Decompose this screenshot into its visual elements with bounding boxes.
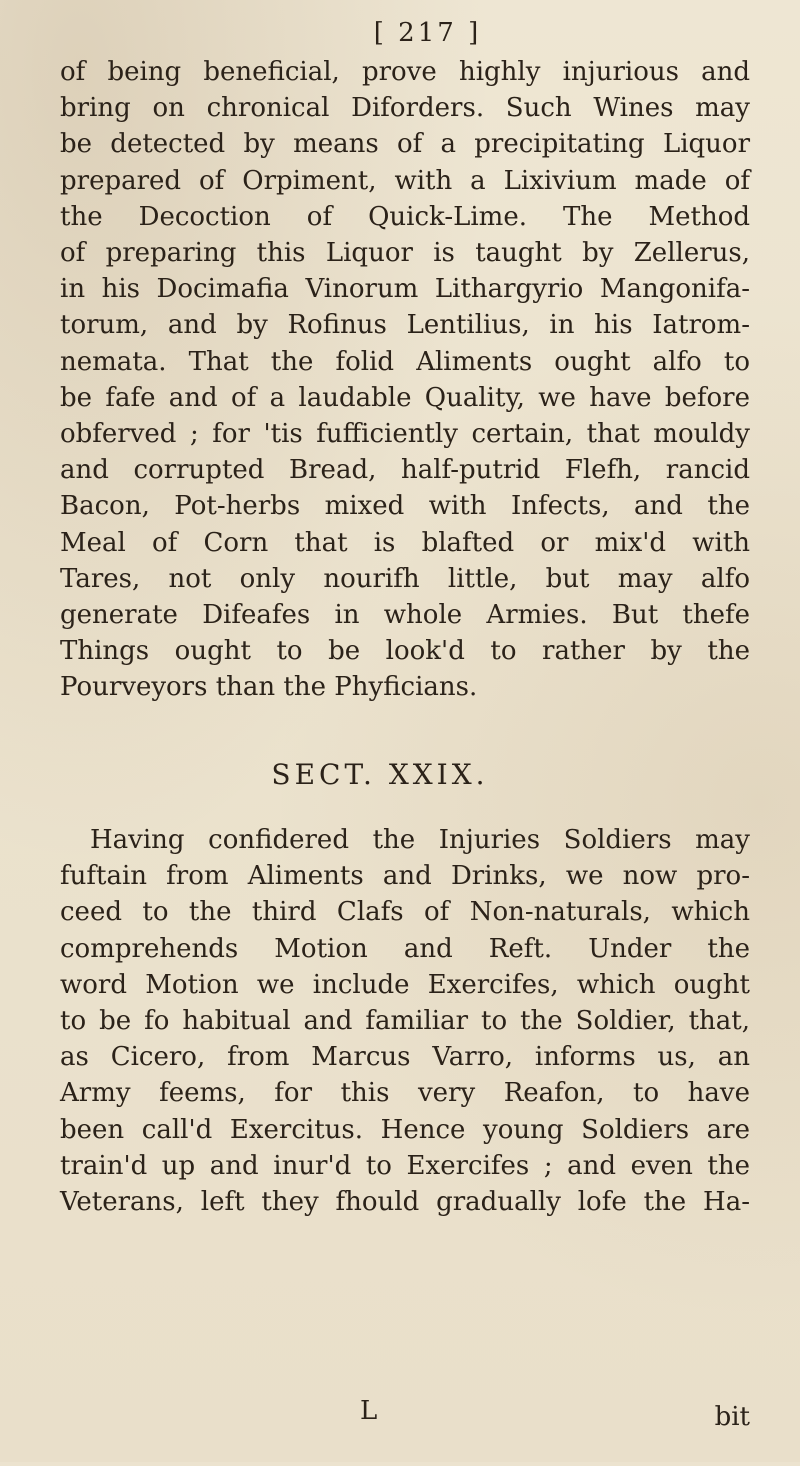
text-line: be detected by means of a precipitating Liquor [60,129,750,160]
text-line: be fafe and of a laudable Quality, we have before [60,382,750,413]
text-line: Veterans, left they fhould gradually lofe the Ha- [60,1187,750,1218]
text-line: Things ought to be look'd to rather by the [60,636,750,667]
text-line: fuftain from Aliments and Drinks, we now pro- [60,861,750,892]
text-line: Bacon, Pot-herbs mixed with Infects, and the [60,491,750,522]
text-line: bring on chronical Diforders. Such Wines may [60,93,750,124]
text-line: of being beneficial, prove highly injurious and [60,57,750,87]
catchword: bit [714,1402,750,1432]
text-line: obferved ; for 'tis fufficiently certain, that mouldy [60,419,750,450]
text-line: Having confidered the Injuries Soldiers may [90,825,750,855]
text-line: been call'd Exercitus. Hence young Soldiers are [60,1114,750,1145]
text-line: to be fo habitual and familiar to the Soldier, that, [60,1006,750,1037]
text-line: nemata. That the folid Aliments ought alfo to [60,346,750,377]
text-line: generate Difeafes in whole Armies. But thefe [60,600,750,631]
paragraph-1 [60,54,750,706]
text-line: ceed to the third Clafs of Non-naturals, which [60,897,750,928]
text-line: word Motion we include Exercifes, which ought [60,969,750,1000]
text-line: the Decoction of Quick-Lime. The Method [60,201,750,232]
text-line: and corrupted Bread, half-putrid Flefh, rancid [60,455,750,486]
text-line: torum, and by Rofinus Lentilius, in his Iatrom- [60,310,750,341]
text-line: train'd up and inur'd to Exercifes ; and even the [60,1150,750,1181]
text-line: as Cicero, from Marcus Varro, informs us, an [60,1042,750,1073]
text-line: comprehends Motion and Reft. Under the [60,933,750,964]
paragraph-2 [60,822,750,1220]
text-line: of preparing this Liquor is taught by Zellerus, [60,238,750,269]
page-number-header: [ 217 ] [373,18,482,48]
text-line: Pourveyors than the Phyficians. [60,672,478,703]
text-line: Army feems, for this very Reafon, to have [60,1078,750,1109]
text-line: in his Docimafia Vinorum Lithargyrio Mangonifa- [60,274,750,305]
text-line: Meal of Corn that is blafted or mix'd with [60,527,750,558]
text-line: prepared of Orpiment, with a Lixivium made of [60,165,750,196]
signature-mark: L [360,1396,378,1426]
text-line: Tares, not only nourifh little, but may alfo [60,563,750,594]
section-heading: SECT. XXIX. [271,758,489,791]
